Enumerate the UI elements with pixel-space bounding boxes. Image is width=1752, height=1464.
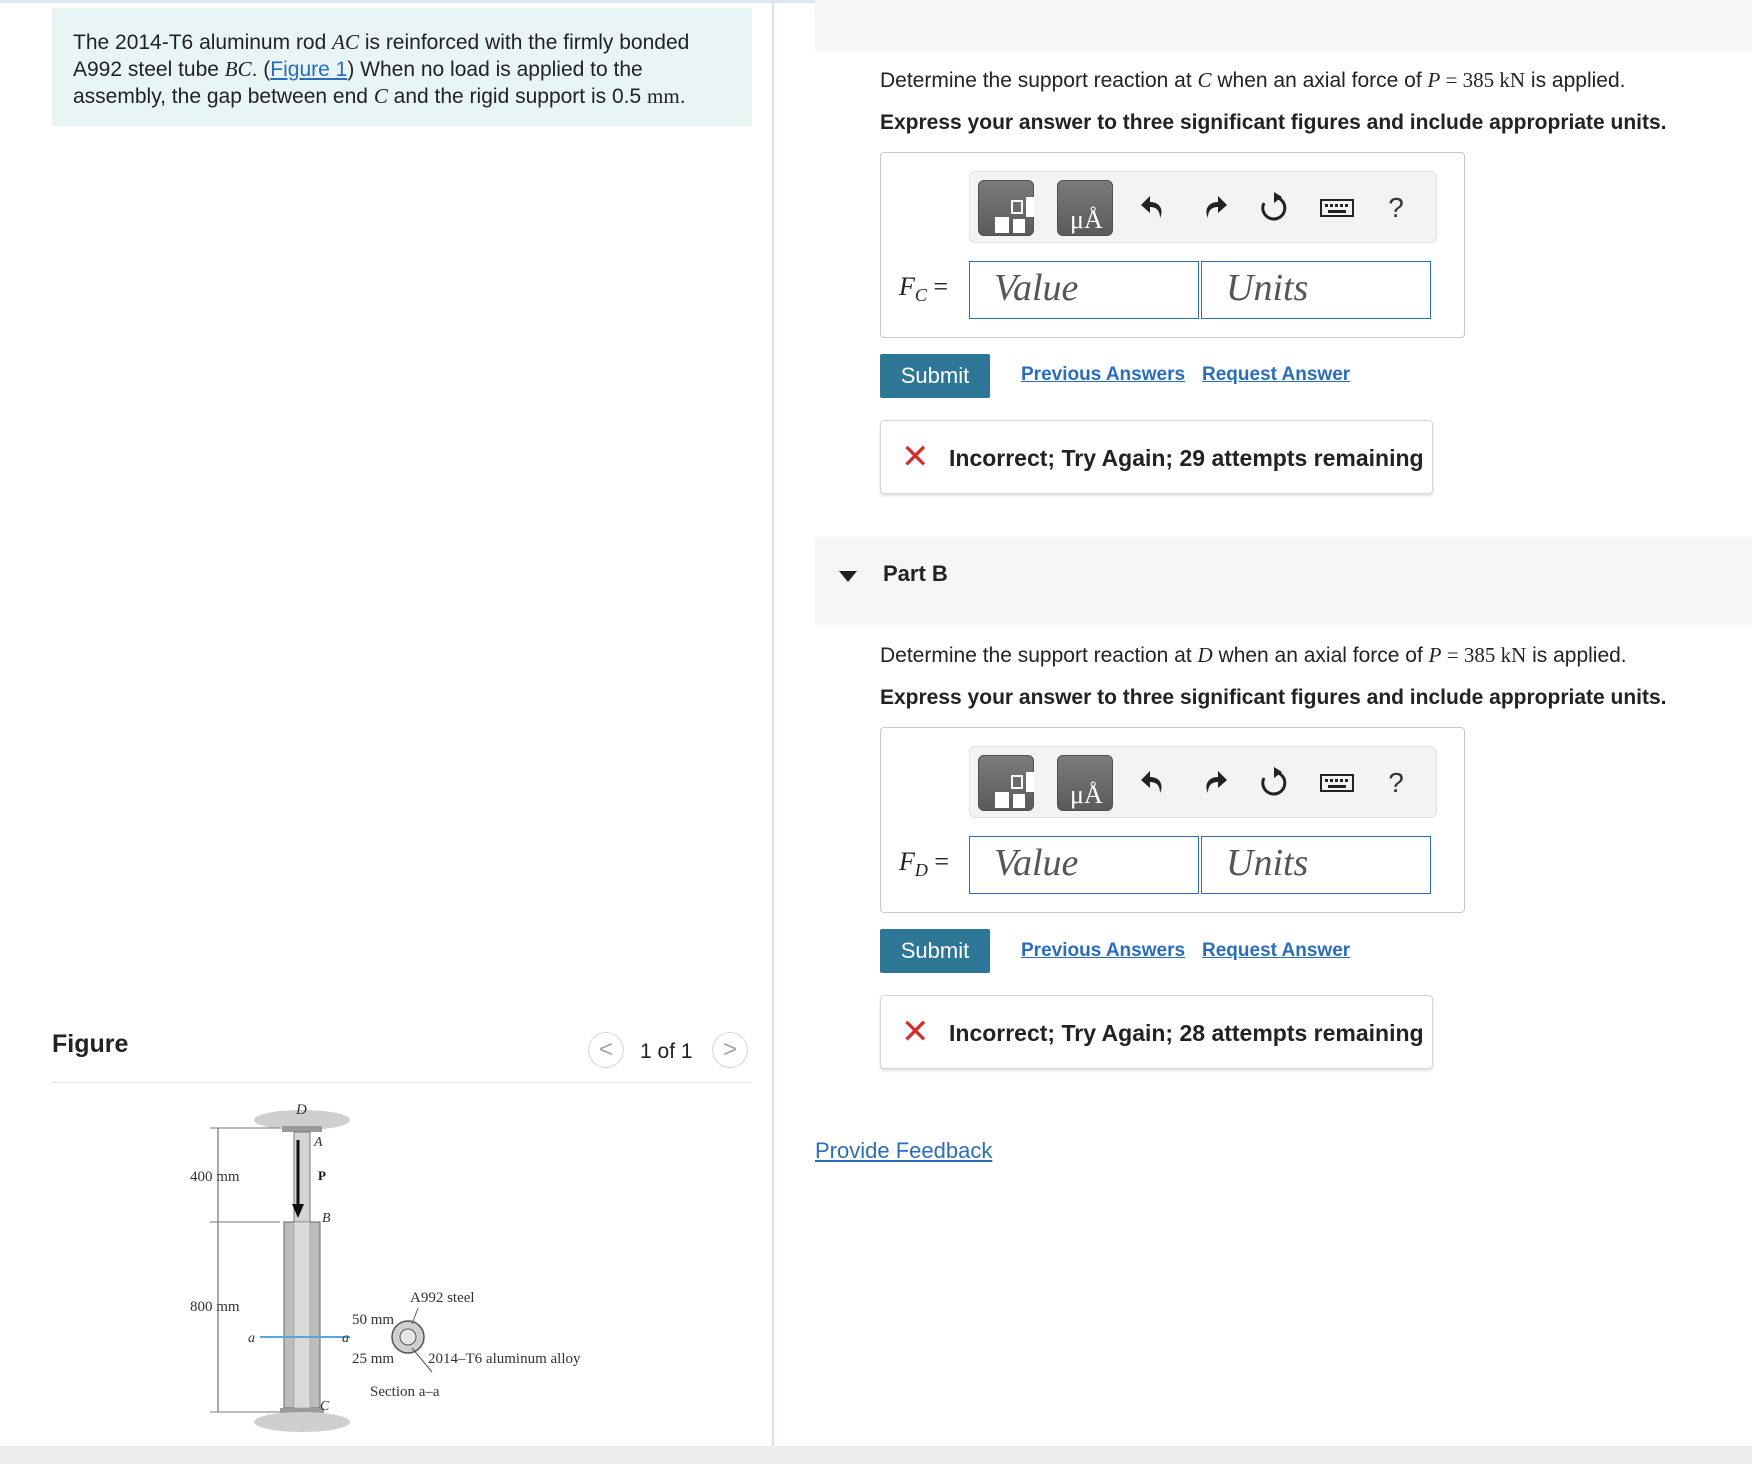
end-var: C bbox=[373, 84, 388, 108]
part-a-units-input[interactable]: Units bbox=[1201, 261, 1431, 319]
part-b-label-sub: D bbox=[914, 860, 928, 881]
part-a-point: C bbox=[1197, 68, 1212, 92]
part-b-feedback-text: Incorrect; Try Again; 28 attempts remaining bbox=[949, 1020, 1424, 1046]
figure-counter: 1 of 1 bbox=[640, 1040, 693, 1063]
label-section: Section a–a bbox=[370, 1384, 440, 1400]
keyboard-icon[interactable] bbox=[1320, 767, 1352, 799]
part-b-header[interactable] bbox=[815, 537, 1752, 625]
part-b-question bbox=[880, 643, 1627, 668]
part-a-instruction: Express your answer to three significant figures and include appropriate units. bbox=[880, 111, 1667, 134]
pane-divider[interactable] bbox=[772, 0, 774, 1464]
template-bar-icon bbox=[1026, 772, 1034, 792]
part-b-title: Part B bbox=[883, 561, 948, 586]
template-bar-icon bbox=[1026, 197, 1034, 217]
part-a-question bbox=[880, 68, 1626, 93]
part-b-variable-label bbox=[899, 846, 949, 881]
part-b-question-text: Determine the support reaction at bbox=[880, 644, 1198, 667]
part-a-question-text-3: is applied. bbox=[1525, 69, 1626, 92]
figure-next-button[interactable] bbox=[712, 1032, 748, 1068]
templates-button[interactable] bbox=[978, 180, 1034, 236]
part-a-force-var: P bbox=[1427, 68, 1441, 92]
part-b-previous-answers-link[interactable]: Previous Answers bbox=[1021, 940, 1186, 961]
label-D: D bbox=[296, 1102, 307, 1118]
units-button[interactable] bbox=[1057, 180, 1113, 236]
part-a-request-answer-link[interactable]: Request Answer bbox=[1202, 364, 1351, 385]
chevron-right-icon: > bbox=[722, 1036, 737, 1063]
keyboard-icon[interactable] bbox=[1320, 192, 1352, 224]
label-dim-bottom: 800 mm bbox=[190, 1299, 240, 1315]
gap-value: 0.5 bbox=[611, 85, 642, 108]
part-a-previous-answers-link[interactable]: Previous Answers bbox=[1021, 364, 1186, 385]
collapse-triangle-icon[interactable] bbox=[839, 571, 857, 582]
reset-icon[interactable] bbox=[1258, 192, 1290, 224]
part-a-label-sub: C bbox=[914, 285, 927, 306]
units-button[interactable] bbox=[1057, 755, 1113, 811]
figure-heading: Figure bbox=[52, 1030, 129, 1058]
rod-var: AC bbox=[332, 30, 359, 54]
label-inner-diameter: 25 mm bbox=[352, 1351, 395, 1367]
label-A: A bbox=[314, 1135, 323, 1150]
undo-icon[interactable] bbox=[1138, 767, 1170, 799]
figure-divider bbox=[52, 1082, 752, 1083]
part-a-feedback-text: Incorrect; Try Again; 29 attempts remaining bbox=[949, 445, 1424, 471]
redo-icon[interactable] bbox=[1198, 192, 1230, 224]
bottom-support bbox=[254, 1412, 350, 1432]
part-b-request-answer-link[interactable]: Request Answer bbox=[1202, 940, 1351, 961]
gap-unit: mm bbox=[647, 84, 680, 108]
part-b-feedback bbox=[880, 995, 1433, 1069]
template-block-icon bbox=[995, 217, 1009, 233]
undo-icon[interactable] bbox=[1138, 192, 1170, 224]
rod-inside-tube bbox=[294, 1222, 310, 1408]
help-icon[interactable]: ? bbox=[1388, 767, 1404, 798]
part-b-label-f: F bbox=[899, 847, 915, 876]
figure-link[interactable]: Figure 1 bbox=[270, 58, 348, 81]
label-alloy: 2014–T6 aluminum alloy bbox=[428, 1351, 581, 1367]
part-a-toolbar bbox=[969, 171, 1437, 243]
part-b-force-value: = 385 kN bbox=[1441, 643, 1527, 667]
part-b-label-eq: = bbox=[927, 847, 950, 876]
part-a-submit-button[interactable]: Submit bbox=[880, 354, 990, 398]
provide-feedback-link[interactable]: Provide Feedback bbox=[815, 1138, 993, 1163]
label-B: B bbox=[322, 1211, 331, 1226]
label-section-a-left: a bbox=[248, 1331, 255, 1346]
problem-text-3c: . bbox=[679, 85, 686, 108]
label-C: C bbox=[320, 1399, 330, 1414]
template-box-icon bbox=[1011, 775, 1023, 789]
part-b-answer-box bbox=[880, 727, 1465, 913]
bottom-scrollbar[interactable] bbox=[0, 1446, 1752, 1464]
part-a-force-value: = 385 kN bbox=[1440, 68, 1526, 92]
problem-text-2a: A992 steel tube bbox=[73, 58, 225, 81]
figure-image[interactable] bbox=[170, 1100, 650, 1440]
label-steel: A992 steel bbox=[410, 1290, 475, 1306]
template-block-icon bbox=[995, 792, 1009, 808]
part-b-value-input[interactable]: Value bbox=[969, 836, 1199, 894]
part-b-force-var: P bbox=[1428, 643, 1442, 667]
redo-icon[interactable] bbox=[1198, 767, 1230, 799]
label-section-a-right: a bbox=[342, 1331, 349, 1346]
problem-text-3b: and the rigid support is bbox=[387, 85, 612, 108]
part-a-variable-label bbox=[899, 271, 948, 306]
part-b-question-text-3: is applied. bbox=[1526, 644, 1627, 667]
problem-text-1b: is reinforced with the firmly bonded bbox=[358, 31, 690, 54]
mu-angstrom-icon: μÅ bbox=[1070, 205, 1103, 234]
reset-icon[interactable] bbox=[1258, 767, 1290, 799]
problem-text-1a: The 2014-T6 aluminum rod bbox=[73, 31, 333, 54]
part-a-header[interactable] bbox=[815, 0, 1752, 52]
label-outer-diameter: 50 mm bbox=[352, 1312, 395, 1328]
part-a-question-text: Determine the support reaction at bbox=[880, 69, 1198, 92]
problem-text-2c: ) When no load is applied to the bbox=[347, 58, 643, 81]
templates-button[interactable] bbox=[978, 755, 1034, 811]
part-a-label-eq: = bbox=[926, 272, 949, 301]
label-dim-top: 400 mm bbox=[190, 1169, 240, 1185]
part-a-feedback bbox=[880, 420, 1433, 494]
label-P: P bbox=[318, 1168, 326, 1183]
problem-text-2b: . ( bbox=[251, 58, 271, 81]
part-a-answer-box bbox=[880, 152, 1465, 338]
mu-angstrom-icon: μÅ bbox=[1070, 780, 1103, 809]
template-box-icon bbox=[1011, 200, 1023, 214]
part-b-instruction: Express your answer to three significant figures and include appropriate units. bbox=[880, 686, 1667, 709]
part-b-submit-button[interactable]: Submit bbox=[880, 929, 990, 973]
chevron-left-icon: < bbox=[598, 1036, 613, 1063]
part-b-point: D bbox=[1197, 643, 1213, 667]
problem-statement bbox=[52, 8, 752, 126]
section-inner bbox=[400, 1329, 416, 1345]
part-b-units-input[interactable]: Units bbox=[1201, 836, 1431, 894]
part-a-question-text-2: when an axial force of bbox=[1211, 69, 1428, 92]
part-a-label-f: F bbox=[899, 272, 915, 301]
template-block-icon-2 bbox=[1013, 219, 1025, 233]
figure-prev-button[interactable] bbox=[588, 1032, 624, 1068]
tube-var: BC bbox=[224, 57, 252, 81]
error-x-icon: ✕ bbox=[901, 1013, 930, 1051]
part-b-toolbar bbox=[969, 746, 1437, 818]
error-x-icon: ✕ bbox=[901, 438, 930, 476]
template-block-icon-2 bbox=[1013, 794, 1025, 808]
part-a-value-input[interactable]: Value bbox=[969, 261, 1199, 319]
top-plate bbox=[282, 1126, 322, 1132]
help-icon[interactable]: ? bbox=[1388, 192, 1404, 223]
leader-steel bbox=[412, 1308, 418, 1324]
part-b-question-text-2: when an axial force of bbox=[1212, 644, 1429, 667]
problem-text-3a: assembly, the gap between end bbox=[73, 85, 374, 108]
